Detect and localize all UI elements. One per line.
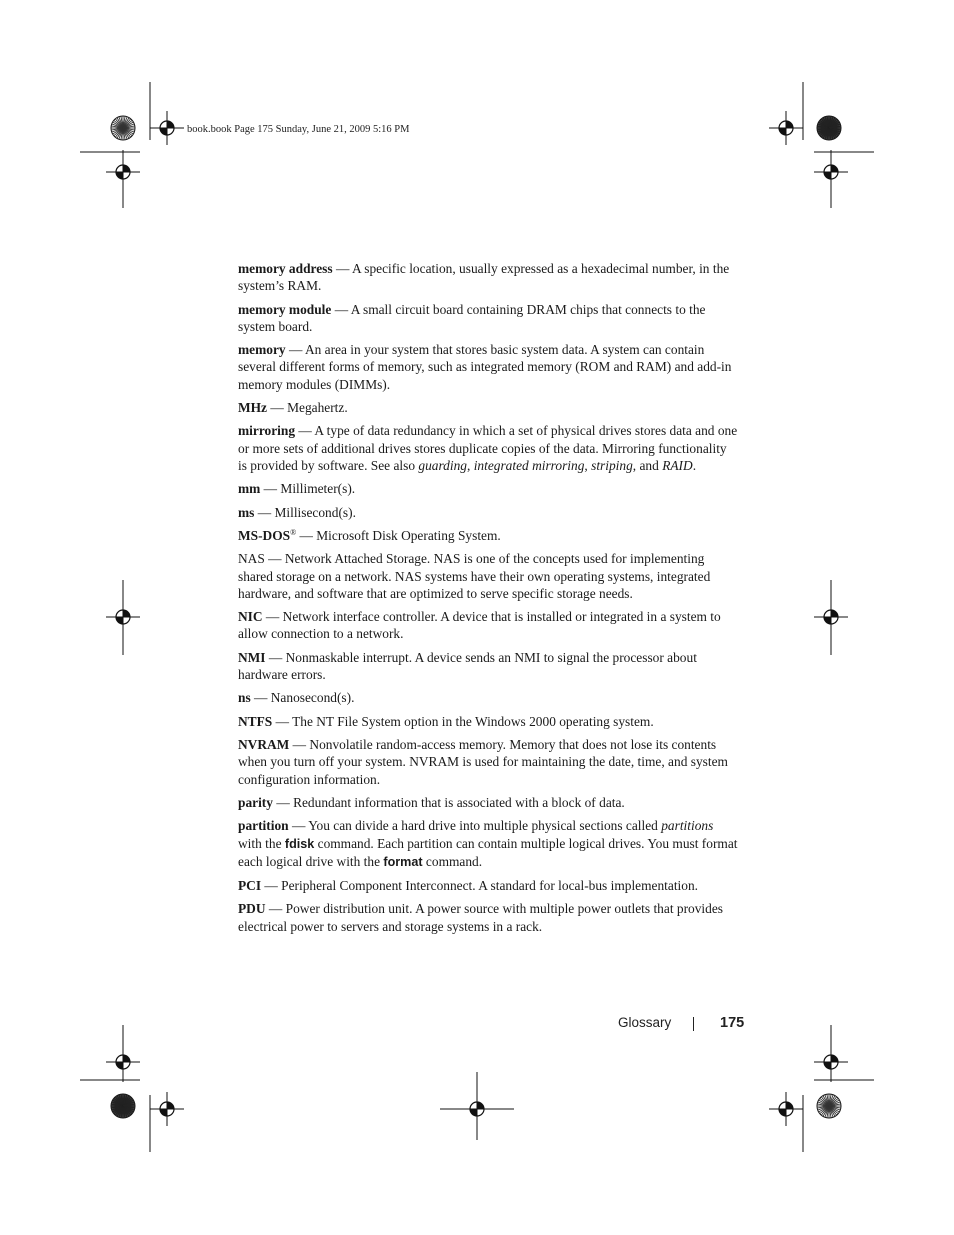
glossary-entry (238, 341, 738, 393)
em-dash: — (332, 261, 352, 276)
entry-definition: The NT File System option in the Windows 2000 operating system. (292, 713, 654, 729)
page-number: 175 (720, 1015, 745, 1031)
definition-text: with the (238, 835, 285, 851)
color-star-target-icon (817, 1094, 841, 1118)
entry-term: PCI (238, 878, 262, 894)
entry-term: ns (238, 690, 251, 706)
see-also-link: RAID (662, 457, 693, 473)
em-dash: — (265, 649, 286, 665)
entry-term: memory address (238, 261, 333, 276)
definition-text: command. (422, 853, 483, 869)
glossary-entry (238, 301, 738, 335)
see-also-link: guarding (418, 457, 467, 473)
see-also-link: striping (591, 457, 633, 473)
entry-definition: Nonmaskable interrupt. A device sends an NMI to signal the processor about hardware errors. (238, 649, 697, 682)
em-dash: — (265, 901, 286, 917)
entry-definition: Nonvolatile random-access memory. Memory that does not lose its contents when you turn off your system. NVRAM is used for maintaining the date, time, and system configuration information. (238, 737, 728, 787)
italic-term: partitions (661, 818, 714, 834)
entry-term: mm (238, 481, 261, 497)
entry-definition: A small circuit board containing DRAM chips that connects to the system board. (238, 301, 706, 334)
command-name: fdisk (284, 836, 315, 851)
em-dash: — (254, 504, 275, 520)
separator: , (584, 457, 592, 473)
color-star-target-icon (111, 1094, 135, 1118)
color-star-target-icon (111, 116, 135, 140)
entry-term: mirroring (238, 423, 296, 439)
see-also-link: integrated mirroring (473, 457, 585, 473)
glossary-entry (238, 877, 738, 894)
command-name: format (383, 854, 423, 869)
glossary-entry (238, 260, 738, 294)
glossary-entry (238, 399, 738, 416)
glossary-entry (238, 713, 738, 730)
glossary-entry (238, 527, 738, 544)
entry-definition: Redundant information that is associated with a block of data. (293, 794, 625, 810)
entry-term: memory module (238, 301, 332, 317)
entry-term: MS-DOS (238, 527, 291, 543)
entry-term: partition (238, 818, 289, 834)
entry-definition: Millisecond(s). (274, 504, 356, 520)
entry-term: NTFS (238, 713, 273, 729)
registration-target-icon (150, 1092, 184, 1126)
entry-term: NMI (238, 649, 266, 665)
em-dash: — (262, 609, 283, 625)
entry-term: MHz (238, 399, 267, 415)
glossary-entry (238, 480, 738, 497)
separator: , (466, 457, 474, 473)
em-dash: — (289, 737, 310, 753)
glossary-entry (238, 794, 738, 811)
em-dash: — (250, 690, 271, 706)
glossary-entry (238, 689, 738, 706)
em-dash: — (331, 301, 351, 317)
entry-definition: Network Attached Storage. NAS is one of the concepts used for implementing shared storage on a network. NAS systems have their own operating systems, integrated hardware, and software that are optimized to serve specific storage needs. (238, 551, 711, 601)
separator: , and (632, 457, 663, 473)
em-dash: — (272, 794, 294, 810)
entry-term: NIC (238, 609, 263, 625)
entry-definition: Microsoft Disk Operating System. (316, 527, 501, 543)
em-dash: — (264, 551, 285, 567)
em-dash: — (261, 878, 282, 894)
em-dash: — (296, 527, 317, 543)
glossary-entry (238, 608, 738, 642)
glossary-entry (238, 550, 738, 602)
entry-definition: A specific location, usually expressed as a hexadecimal number, in the system’s RAM. (238, 261, 730, 294)
glossary-entries (238, 260, 738, 941)
glossary-entry (238, 817, 738, 871)
glossary-entry (238, 649, 738, 683)
em-dash: — (285, 342, 305, 358)
em-dash: — (288, 818, 309, 834)
em-dash: — (295, 423, 315, 439)
color-star-target-icon (817, 116, 841, 140)
entry-term: memory (238, 342, 286, 358)
glossary-entry (238, 422, 738, 474)
footer-divider (693, 1017, 694, 1031)
entry-definition: Network interface controller. A device that is installed or integrated in a system to allow connection to a network. (238, 609, 721, 642)
glossary-entry (238, 736, 738, 788)
registration-target-icon (150, 111, 184, 145)
entry-definition: Peripheral Component Interconnect. A standard for local-bus implementation. (281, 878, 699, 894)
period: . (692, 457, 697, 473)
registration-target-icon (769, 1092, 803, 1126)
entry-definition: You can divide a hard drive into multiple physical sections called (308, 818, 662, 834)
entry-term: PDU (238, 901, 266, 917)
entry-term: NAS (238, 551, 265, 567)
entry-definition: An area in your system that stores basic system data. A system can contain several different forms of memory, such as integrated memory (ROM and RAM) and add-in memory modules (DIMMs). (238, 342, 732, 392)
registered-mark: ® (290, 527, 297, 537)
entry-term: ms (238, 504, 255, 520)
entry-definition: Megahertz. (287, 399, 348, 415)
entry-definition: Nanosecond(s). (270, 690, 355, 706)
entry-definition: Millimeter(s). (280, 481, 356, 497)
entry-definition: Power distribution unit. A power source with multiple power outlets that provides electrical power to servers and storage systems in a rack. (238, 901, 723, 934)
entry-definition: A type of data redundancy in which a set of physical drives stores data and one or more sets of additional drives stores duplicate copies of the data. Mirroring functionality is provided by software. See also (238, 423, 738, 473)
em-dash: — (260, 481, 281, 497)
footer-section-title: Glossary (618, 1015, 672, 1030)
em-dash: — (272, 713, 293, 729)
em-dash: — (267, 399, 288, 415)
glossary-entry (238, 504, 738, 521)
glossary-entry (238, 900, 738, 934)
entry-term: parity (238, 794, 273, 810)
registration-target-icon (769, 111, 803, 145)
print-slug-line: book.book Page 175 Sunday, June 21, 2009 5:16 PM (187, 124, 410, 135)
entry-term: NVRAM (238, 737, 290, 753)
definition-text: command. Each partition can contain multiple logical drives. You must format each logical drive with the (238, 835, 738, 869)
